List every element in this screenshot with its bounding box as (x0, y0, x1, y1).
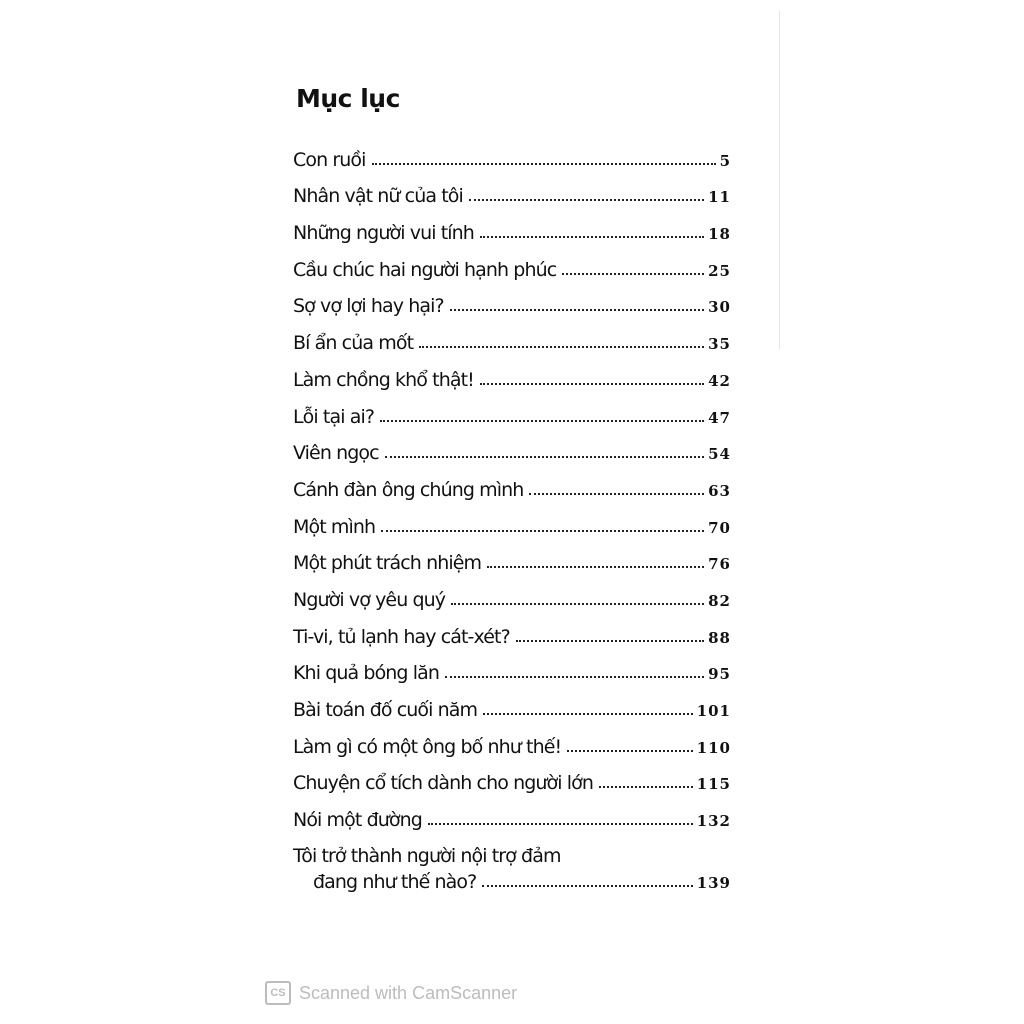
toc-entry-page: 139 (696, 874, 731, 893)
toc-entry (293, 501, 731, 538)
toc-title: Mục lục (296, 84, 400, 113)
toc-entry (293, 648, 731, 685)
toc-entry-label: Sợ vợ lợi hay hại? (293, 295, 444, 318)
toc-entry-label: Chuyện cổ tích dành cho người lớn (293, 772, 594, 795)
toc-entry-page: 88 (708, 628, 731, 647)
toc-entry (293, 721, 731, 758)
toc-entry-label: Nói một đường (293, 809, 422, 832)
toc-entry (293, 611, 731, 648)
toc-entry-label-line2: đang như thế nào? (313, 871, 477, 894)
toc-entry (293, 391, 731, 428)
toc-entry (293, 574, 731, 611)
toc-leader-dots (599, 786, 693, 788)
toc-entry-label: Nhân vật nữ của tôi (293, 185, 463, 208)
toc-entry-label: Khi quả bóng lăn (293, 662, 439, 685)
toc-entry-page: 5 (719, 151, 731, 170)
toc-entry-label: Lỗi tại ai? (293, 405, 375, 428)
toc-leader-dots (381, 530, 704, 532)
toc-leader-dots (487, 566, 704, 568)
toc-entry-page: 47 (708, 408, 731, 427)
toc-entry-line2 (293, 871, 731, 893)
toc-leader-dots (419, 346, 704, 348)
toc-entry-page: 54 (708, 445, 731, 464)
toc-entry (293, 207, 731, 244)
toc-entry-label: Cánh đàn ông chúng mình (293, 478, 524, 501)
toc-leader-dots (482, 885, 692, 887)
toc-entry-page: 70 (708, 518, 731, 537)
toc-entry-page: 63 (708, 481, 731, 500)
toc-leader-dots (451, 603, 704, 605)
toc-entry (293, 171, 731, 208)
toc-leader-dots (380, 420, 704, 422)
toc-entry-page: 42 (708, 371, 731, 390)
toc-entry (293, 317, 731, 354)
toc-leader-dots (516, 640, 704, 642)
toc-entry (293, 281, 731, 318)
toc-leader-dots (428, 823, 693, 825)
toc-leader-dots (469, 199, 704, 201)
toc-entry (293, 758, 731, 795)
toc-entry-label: Những người vui tính (293, 222, 474, 245)
toc-leader-dots (445, 676, 704, 678)
toc-entry-last (293, 845, 731, 893)
toc-entry-page: 115 (696, 775, 731, 794)
toc-entry-label: Bí ẩn của mốt (293, 332, 414, 355)
table-of-contents (293, 82, 731, 893)
toc-entry (293, 354, 731, 391)
toc-entry-page: 76 (708, 555, 731, 574)
toc-entry-label: Viên ngọc (293, 442, 379, 465)
toc-entry-page: 110 (696, 738, 731, 757)
toc-entry-page: 132 (696, 812, 731, 831)
watermark-text: Scanned with CamScanner (299, 982, 518, 1003)
toc-leader-dots (385, 456, 704, 458)
toc-entry-page: 25 (708, 261, 731, 280)
toc-entry (293, 464, 731, 501)
toc-entry (293, 684, 731, 721)
toc-entry-label: Người vợ yêu quý (293, 588, 446, 611)
camscanner-logo-icon: CS (265, 981, 291, 1005)
toc-entry-page: 18 (708, 225, 731, 244)
page-edge-line (779, 10, 780, 350)
toc-entry-page: 35 (708, 335, 731, 354)
toc-leader-dots (529, 493, 704, 495)
toc-entry-page: 101 (696, 702, 731, 720)
toc-entry-label: Cầu chúc hai người hạnh phúc (293, 258, 557, 281)
toc-entry-label: Một mình (293, 515, 376, 538)
toc-entry-label: Con ruồi (293, 148, 366, 171)
toc-entry (293, 538, 731, 575)
toc-entry-page: 95 (708, 665, 731, 684)
toc-entry-page: 30 (708, 298, 731, 317)
toc-entry-label: Một phút trách nhiệm (293, 552, 482, 575)
toc-entry-page: 82 (708, 591, 731, 610)
toc-entry-label: Bài toán đố cuối năm (293, 699, 478, 721)
toc-entry (293, 428, 731, 465)
toc-list (293, 134, 731, 831)
toc-leader-dots (480, 383, 704, 385)
toc-entry (293, 794, 731, 831)
toc-leader-dots (567, 750, 692, 752)
camscanner-watermark (265, 981, 517, 1005)
toc-leader-dots (480, 236, 704, 238)
toc-entry-label-line1: Tôi trở thành người nội trợ đảm (293, 845, 561, 868)
toc-leader-dots (372, 163, 716, 165)
toc-entry-label: Làm gì có một ông bố như thế! (293, 735, 562, 758)
toc-leader-dots (562, 273, 704, 275)
toc-leader-dots (483, 713, 693, 715)
toc-leader-dots (450, 309, 704, 311)
toc-entry-label: Làm chồng khổ thật! (293, 368, 474, 391)
toc-entry-label: Ti-vi, tủ lạnh hay cát-xét? (293, 625, 510, 648)
toc-entry-page: 11 (708, 188, 731, 207)
toc-entry (293, 244, 731, 281)
toc-entry (293, 134, 731, 171)
